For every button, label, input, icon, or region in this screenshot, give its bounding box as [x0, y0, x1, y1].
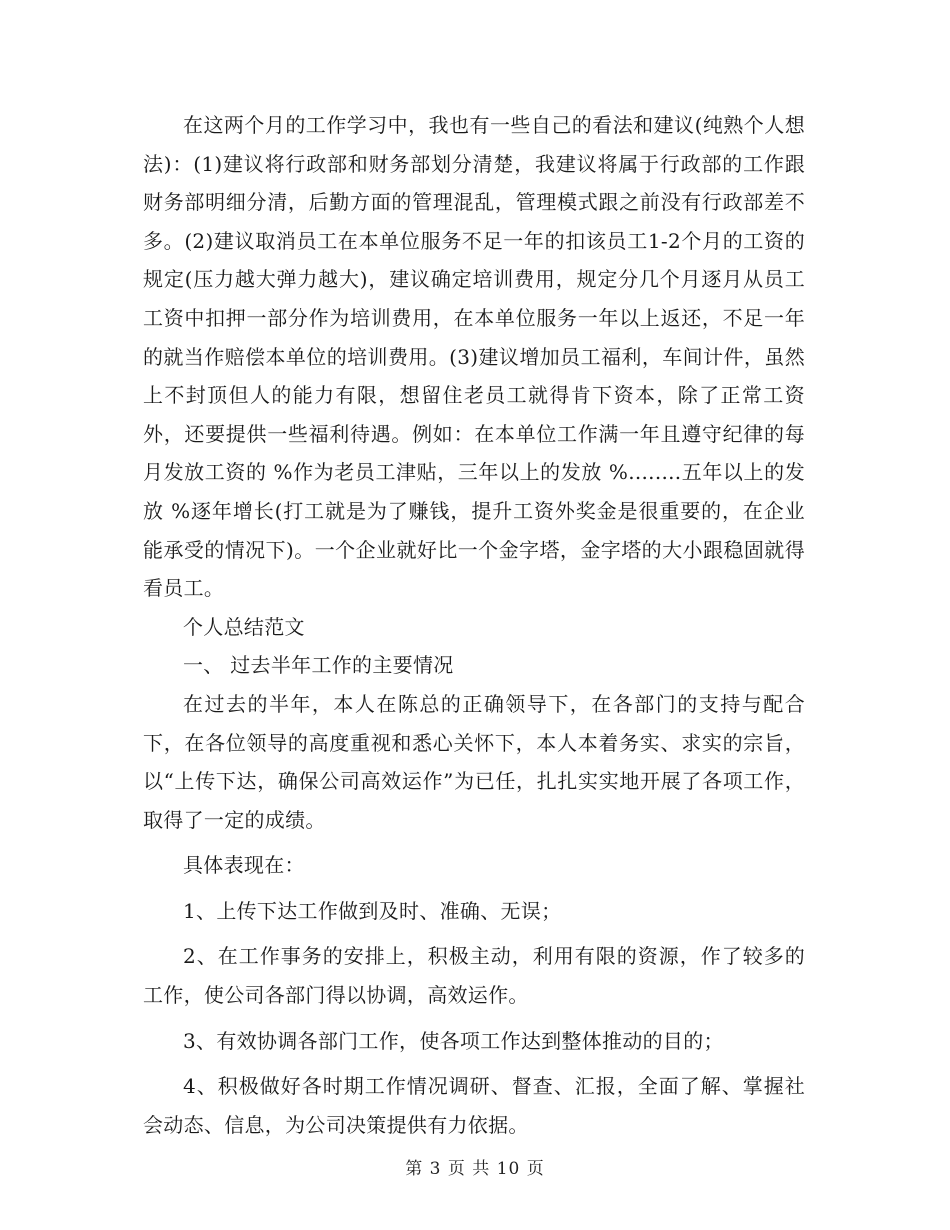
page-number-footer: 第 3 页 共 10 页: [405, 1159, 545, 1179]
list-item-3: 3、有效协调各部门工作，使各项工作达到整体推动的目的；: [183, 1028, 724, 1053]
paragraph-work-overview: 在过去的半年，本人在陈总的正确领导下，在各部门的支持与配合下，在各位领导的高度重视和悉心关怀下，本人本着务实、求实的宗旨，以“上传下达，确保公司高效运作”为已任，扎扎实实地开展了各项工作，取得了一定的成绩。: [143, 691, 805, 832]
document-body: [143, 106, 805, 1144]
list-item-2: 2、在工作事务的安排上，积极主动，利用有限的资源，作了较多的工作，使公司各部门得以协调，高效运作。: [143, 944, 805, 1008]
paragraph-suggestions: 在这两个月的工作学习中，我也有一些自己的看法和建议(纯熟个人想法)：(1)建议将行政部和财务部划分清楚，我建议将属于行政部的工作跟财务部明细分清，后勤方面的管理混乱，管理模式跟之前没有行政部差不多。(2)建议取消员工在本单位服务不足一年的扣该员工1-2个月的工资的规定(压力越大弹力越大)，建议确定培训费用，规定分几个月逐月从员工工资中扣押一部分作为培训费用，在本单位服务一年以上返还，不足一年的就当作赔偿本单位的培训费用。(3)建议增加员工福利，车间计件，虽然上不封顶但人的能力有限，想留住老员工就得肯下资本，除了正常工资外，还要提供一些福利待遇。例如：在本单位工作满一年且遵守纪律的每月发放工资的 %作为老员工津贴，三年以上的发放 %........五年以上的发放 %逐年增长(打工就是为了赚钱，提升工资外奖金是很重要的，在企业能承受的情况下)。一个企业就好比一个金字塔，金字塔的大小跟稳固就得看员工。: [143, 113, 805, 601]
section-heading-main-work: 一、 过去半年工作的主要情况: [183, 653, 454, 678]
list-item-1: 1、上传下达工作做到及时、准确、无误；: [183, 898, 562, 923]
paragraph-performance-intro: 具体表现在：: [183, 853, 305, 878]
section-title-personal-summary: 个人总结范文: [183, 614, 305, 639]
list-item-4: 4、积极做好各时期工作情况调研、督查、汇报，全面了解、掌握社会动态、信息，为公司决策提供有力依据。: [143, 1074, 805, 1137]
